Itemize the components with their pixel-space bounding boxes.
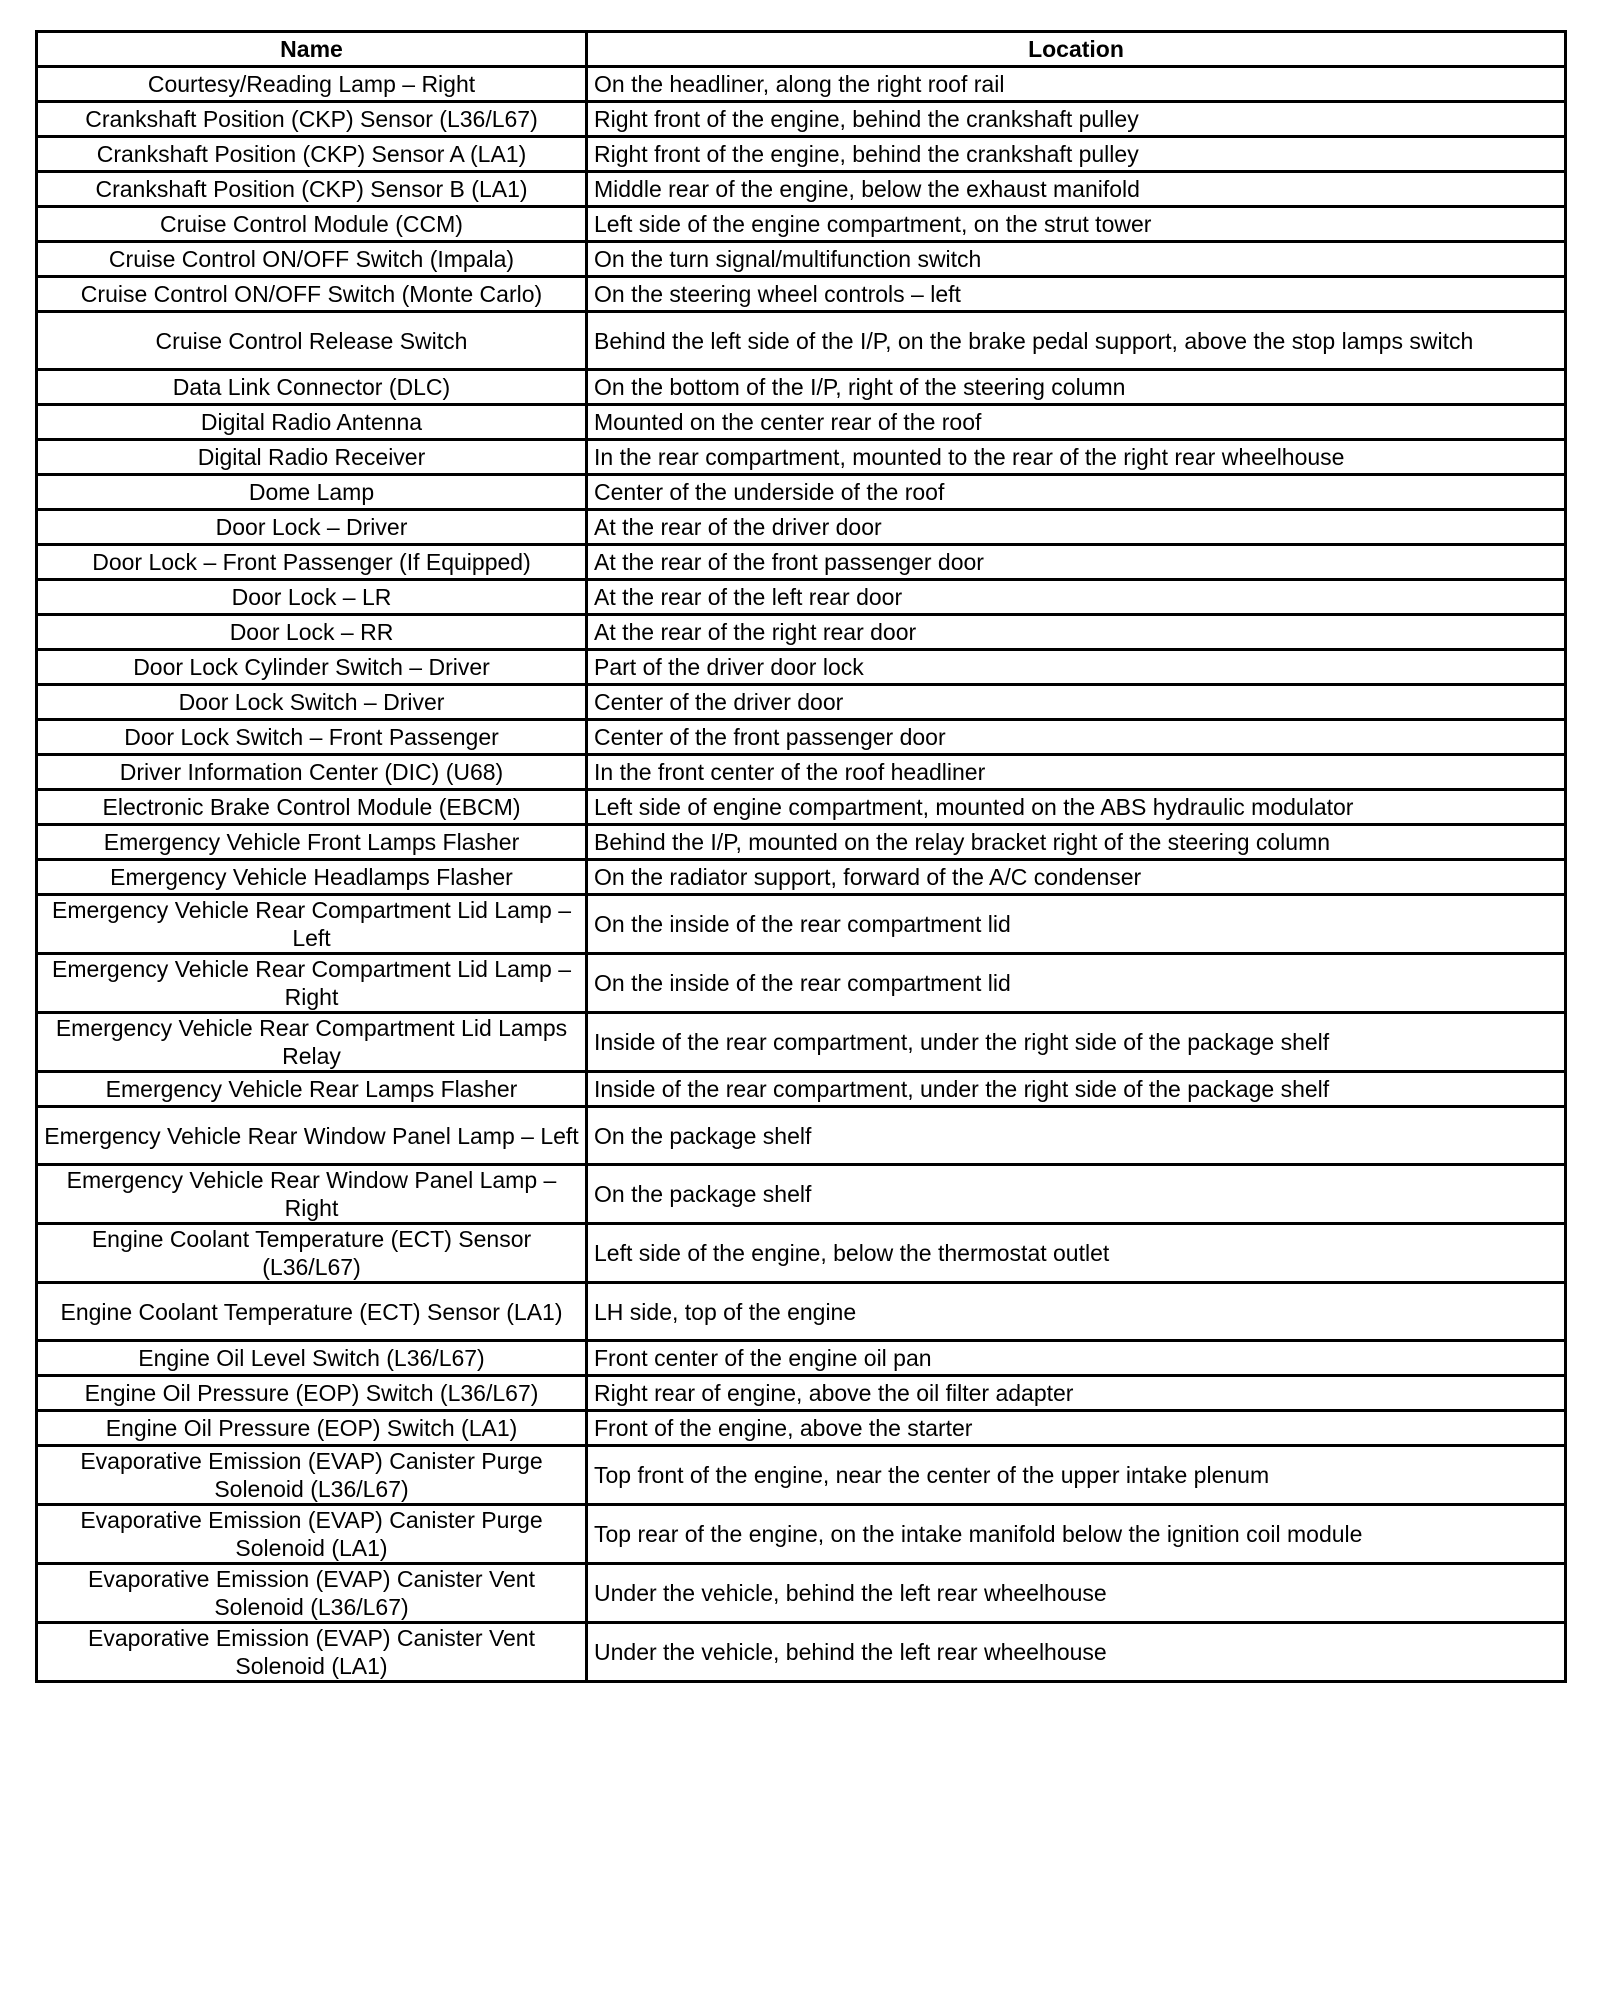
component-name-cell: Crankshaft Position (CKP) Sensor A (LA1) bbox=[37, 137, 587, 172]
table-row bbox=[37, 650, 1566, 685]
component-name-cell: Emergency Vehicle Rear Window Panel Lamp – Left bbox=[37, 1107, 587, 1165]
component-name-cell: Electronic Brake Control Module (EBCM) bbox=[37, 790, 587, 825]
component-name-cell: Data Link Connector (DLC) bbox=[37, 370, 587, 405]
table-row bbox=[37, 1283, 1566, 1341]
table-row bbox=[37, 1072, 1566, 1107]
component-name-cell: Evaporative Emission (EVAP) Canister Vent Solenoid (LA1) bbox=[37, 1623, 587, 1682]
component-location-cell: Under the vehicle, behind the left rear wheelhouse bbox=[587, 1564, 1566, 1623]
component-name-cell: Door Lock Cylinder Switch – Driver bbox=[37, 650, 587, 685]
table-row bbox=[37, 510, 1566, 545]
table-row bbox=[37, 312, 1566, 370]
component-name-cell: Emergency Vehicle Rear Window Panel Lamp – Right bbox=[37, 1165, 587, 1224]
component-name-cell: Door Lock – RR bbox=[37, 615, 587, 650]
component-name-cell: Driver Information Center (DIC) (U68) bbox=[37, 755, 587, 790]
component-location-cell: Mounted on the center rear of the roof bbox=[587, 405, 1566, 440]
component-location-cell: On the package shelf bbox=[587, 1107, 1566, 1165]
component-location-cell: Behind the I/P, mounted on the relay bracket right of the steering column bbox=[587, 825, 1566, 860]
table-row bbox=[37, 277, 1566, 312]
component-name-cell: Door Lock Switch – Front Passenger bbox=[37, 720, 587, 755]
component-location-cell: Center of the underside of the roof bbox=[587, 475, 1566, 510]
component-name-cell: Cruise Control ON/OFF Switch (Monte Carlo) bbox=[37, 277, 587, 312]
table-row bbox=[37, 790, 1566, 825]
component-location-cell: At the rear of the front passenger door bbox=[587, 545, 1566, 580]
component-location-cell: On the package shelf bbox=[587, 1165, 1566, 1224]
component-location-cell: On the steering wheel controls – left bbox=[587, 277, 1566, 312]
component-name-cell: Courtesy/Reading Lamp – Right bbox=[37, 67, 587, 102]
table-row bbox=[37, 1013, 1566, 1072]
component-location-cell: On the headliner, along the right roof rail bbox=[587, 67, 1566, 102]
component-name-cell: Engine Oil Pressure (EOP) Switch (LA1) bbox=[37, 1411, 587, 1446]
table-row bbox=[37, 615, 1566, 650]
table-row bbox=[37, 1505, 1566, 1564]
table-row bbox=[37, 475, 1566, 510]
component-name-cell: Evaporative Emission (EVAP) Canister Purge Solenoid (LA1) bbox=[37, 1505, 587, 1564]
component-location-cell: Center of the front passenger door bbox=[587, 720, 1566, 755]
component-location-cell: Inside of the rear compartment, under the right side of the package shelf bbox=[587, 1072, 1566, 1107]
component-location-cell: Right front of the engine, behind the crankshaft pulley bbox=[587, 137, 1566, 172]
table-row bbox=[37, 860, 1566, 895]
header-row bbox=[37, 32, 1566, 67]
component-name-cell: Dome Lamp bbox=[37, 475, 587, 510]
component-location-cell: Right rear of engine, above the oil filter adapter bbox=[587, 1376, 1566, 1411]
component-location-cell: Front of the engine, above the starter bbox=[587, 1411, 1566, 1446]
component-location-cell: Behind the left side of the I/P, on the brake pedal support, above the stop lamps switch bbox=[587, 312, 1566, 370]
table-row bbox=[37, 895, 1566, 954]
table-row bbox=[37, 67, 1566, 102]
table-row bbox=[37, 755, 1566, 790]
table-row bbox=[37, 580, 1566, 615]
component-location-cell: In the front center of the roof headliner bbox=[587, 755, 1566, 790]
table-row bbox=[37, 172, 1566, 207]
component-location-cell: Right front of the engine, behind the crankshaft pulley bbox=[587, 102, 1566, 137]
component-location-cell: Left side of the engine compartment, on the strut tower bbox=[587, 207, 1566, 242]
component-name-cell: Cruise Control Module (CCM) bbox=[37, 207, 587, 242]
component-name-cell: Cruise Control Release Switch bbox=[37, 312, 587, 370]
component-name-cell: Crankshaft Position (CKP) Sensor (L36/L67) bbox=[37, 102, 587, 137]
table-row bbox=[37, 545, 1566, 580]
component-name-cell: Emergency Vehicle Rear Lamps Flasher bbox=[37, 1072, 587, 1107]
component-name-cell: Digital Radio Receiver bbox=[37, 440, 587, 475]
component-name-cell: Evaporative Emission (EVAP) Canister Purge Solenoid (L36/L67) bbox=[37, 1446, 587, 1505]
table-row bbox=[37, 1564, 1566, 1623]
component-location-cell: Part of the driver door lock bbox=[587, 650, 1566, 685]
component-name-cell: Emergency Vehicle Rear Compartment Lid Lamp – Right bbox=[37, 954, 587, 1013]
component-name-cell: Door Lock – Front Passenger (If Equipped) bbox=[37, 545, 587, 580]
component-location-cell: Middle rear of the engine, below the exhaust manifold bbox=[587, 172, 1566, 207]
table-row bbox=[37, 405, 1566, 440]
name-column-header: Name bbox=[37, 32, 587, 67]
table-row bbox=[37, 720, 1566, 755]
table-row bbox=[37, 1446, 1566, 1505]
component-name-cell: Cruise Control ON/OFF Switch (Impala) bbox=[37, 242, 587, 277]
component-name-cell: Door Lock – Driver bbox=[37, 510, 587, 545]
component-location-cell: On the bottom of the I/P, right of the steering column bbox=[587, 370, 1566, 405]
component-name-cell: Emergency Vehicle Front Lamps Flasher bbox=[37, 825, 587, 860]
component-location-cell: Left side of engine compartment, mounted on the ABS hydraulic modulator bbox=[587, 790, 1566, 825]
component-locator-table bbox=[35, 30, 1567, 1683]
component-location-cell: Top rear of the engine, on the intake manifold below the ignition coil module bbox=[587, 1505, 1566, 1564]
component-location-cell: Under the vehicle, behind the left rear wheelhouse bbox=[587, 1623, 1566, 1682]
component-name-cell: Crankshaft Position (CKP) Sensor B (LA1) bbox=[37, 172, 587, 207]
component-name-cell: Digital Radio Antenna bbox=[37, 405, 587, 440]
component-name-cell: Door Lock – LR bbox=[37, 580, 587, 615]
table-row bbox=[37, 370, 1566, 405]
table-row bbox=[37, 1224, 1566, 1283]
table-row bbox=[37, 137, 1566, 172]
component-name-cell: Emergency Vehicle Headlamps Flasher bbox=[37, 860, 587, 895]
table-row bbox=[37, 1376, 1566, 1411]
component-location-cell: In the rear compartment, mounted to the rear of the right rear wheelhouse bbox=[587, 440, 1566, 475]
component-location-cell: At the rear of the right rear door bbox=[587, 615, 1566, 650]
table-row bbox=[37, 825, 1566, 860]
table-row bbox=[37, 1411, 1566, 1446]
component-name-cell: Emergency Vehicle Rear Compartment Lid Lamp – Left bbox=[37, 895, 587, 954]
component-name-cell: Engine Oil Level Switch (L36/L67) bbox=[37, 1341, 587, 1376]
table-row bbox=[37, 102, 1566, 137]
component-location-cell: Top front of the engine, near the center of the upper intake plenum bbox=[587, 1446, 1566, 1505]
component-location-cell: On the inside of the rear compartment lid bbox=[587, 954, 1566, 1013]
component-location-cell: On the inside of the rear compartment lid bbox=[587, 895, 1566, 954]
component-location-cell: Center of the driver door bbox=[587, 685, 1566, 720]
component-location-cell: At the rear of the left rear door bbox=[587, 580, 1566, 615]
component-location-cell: Inside of the rear compartment, under the right side of the package shelf bbox=[587, 1013, 1566, 1072]
table-body bbox=[37, 67, 1566, 1682]
component-location-cell: Left side of the engine, below the thermostat outlet bbox=[587, 1224, 1566, 1283]
component-location-cell: On the radiator support, forward of the A/C condenser bbox=[587, 860, 1566, 895]
component-location-cell: Front center of the engine oil pan bbox=[587, 1341, 1566, 1376]
component-location-cell: At the rear of the driver door bbox=[587, 510, 1566, 545]
component-name-cell: Door Lock Switch – Driver bbox=[37, 685, 587, 720]
table-row bbox=[37, 1341, 1566, 1376]
table-row bbox=[37, 242, 1566, 277]
component-location-cell: On the turn signal/multifunction switch bbox=[587, 242, 1566, 277]
table-row bbox=[37, 207, 1566, 242]
component-location-cell: LH side, top of the engine bbox=[587, 1283, 1566, 1341]
location-column-header: Location bbox=[587, 32, 1566, 67]
table-row bbox=[37, 1107, 1566, 1165]
table-row bbox=[37, 1165, 1566, 1224]
component-name-cell: Evaporative Emission (EVAP) Canister Vent Solenoid (L36/L67) bbox=[37, 1564, 587, 1623]
table-row bbox=[37, 954, 1566, 1013]
component-name-cell: Engine Coolant Temperature (ECT) Sensor (L36/L67) bbox=[37, 1224, 587, 1283]
table-row bbox=[37, 685, 1566, 720]
component-name-cell: Engine Coolant Temperature (ECT) Sensor (LA1) bbox=[37, 1283, 587, 1341]
component-name-cell: Engine Oil Pressure (EOP) Switch (L36/L67) bbox=[37, 1376, 587, 1411]
component-name-cell: Emergency Vehicle Rear Compartment Lid Lamps Relay bbox=[37, 1013, 587, 1072]
table-row bbox=[37, 1623, 1566, 1682]
table-row bbox=[37, 440, 1566, 475]
